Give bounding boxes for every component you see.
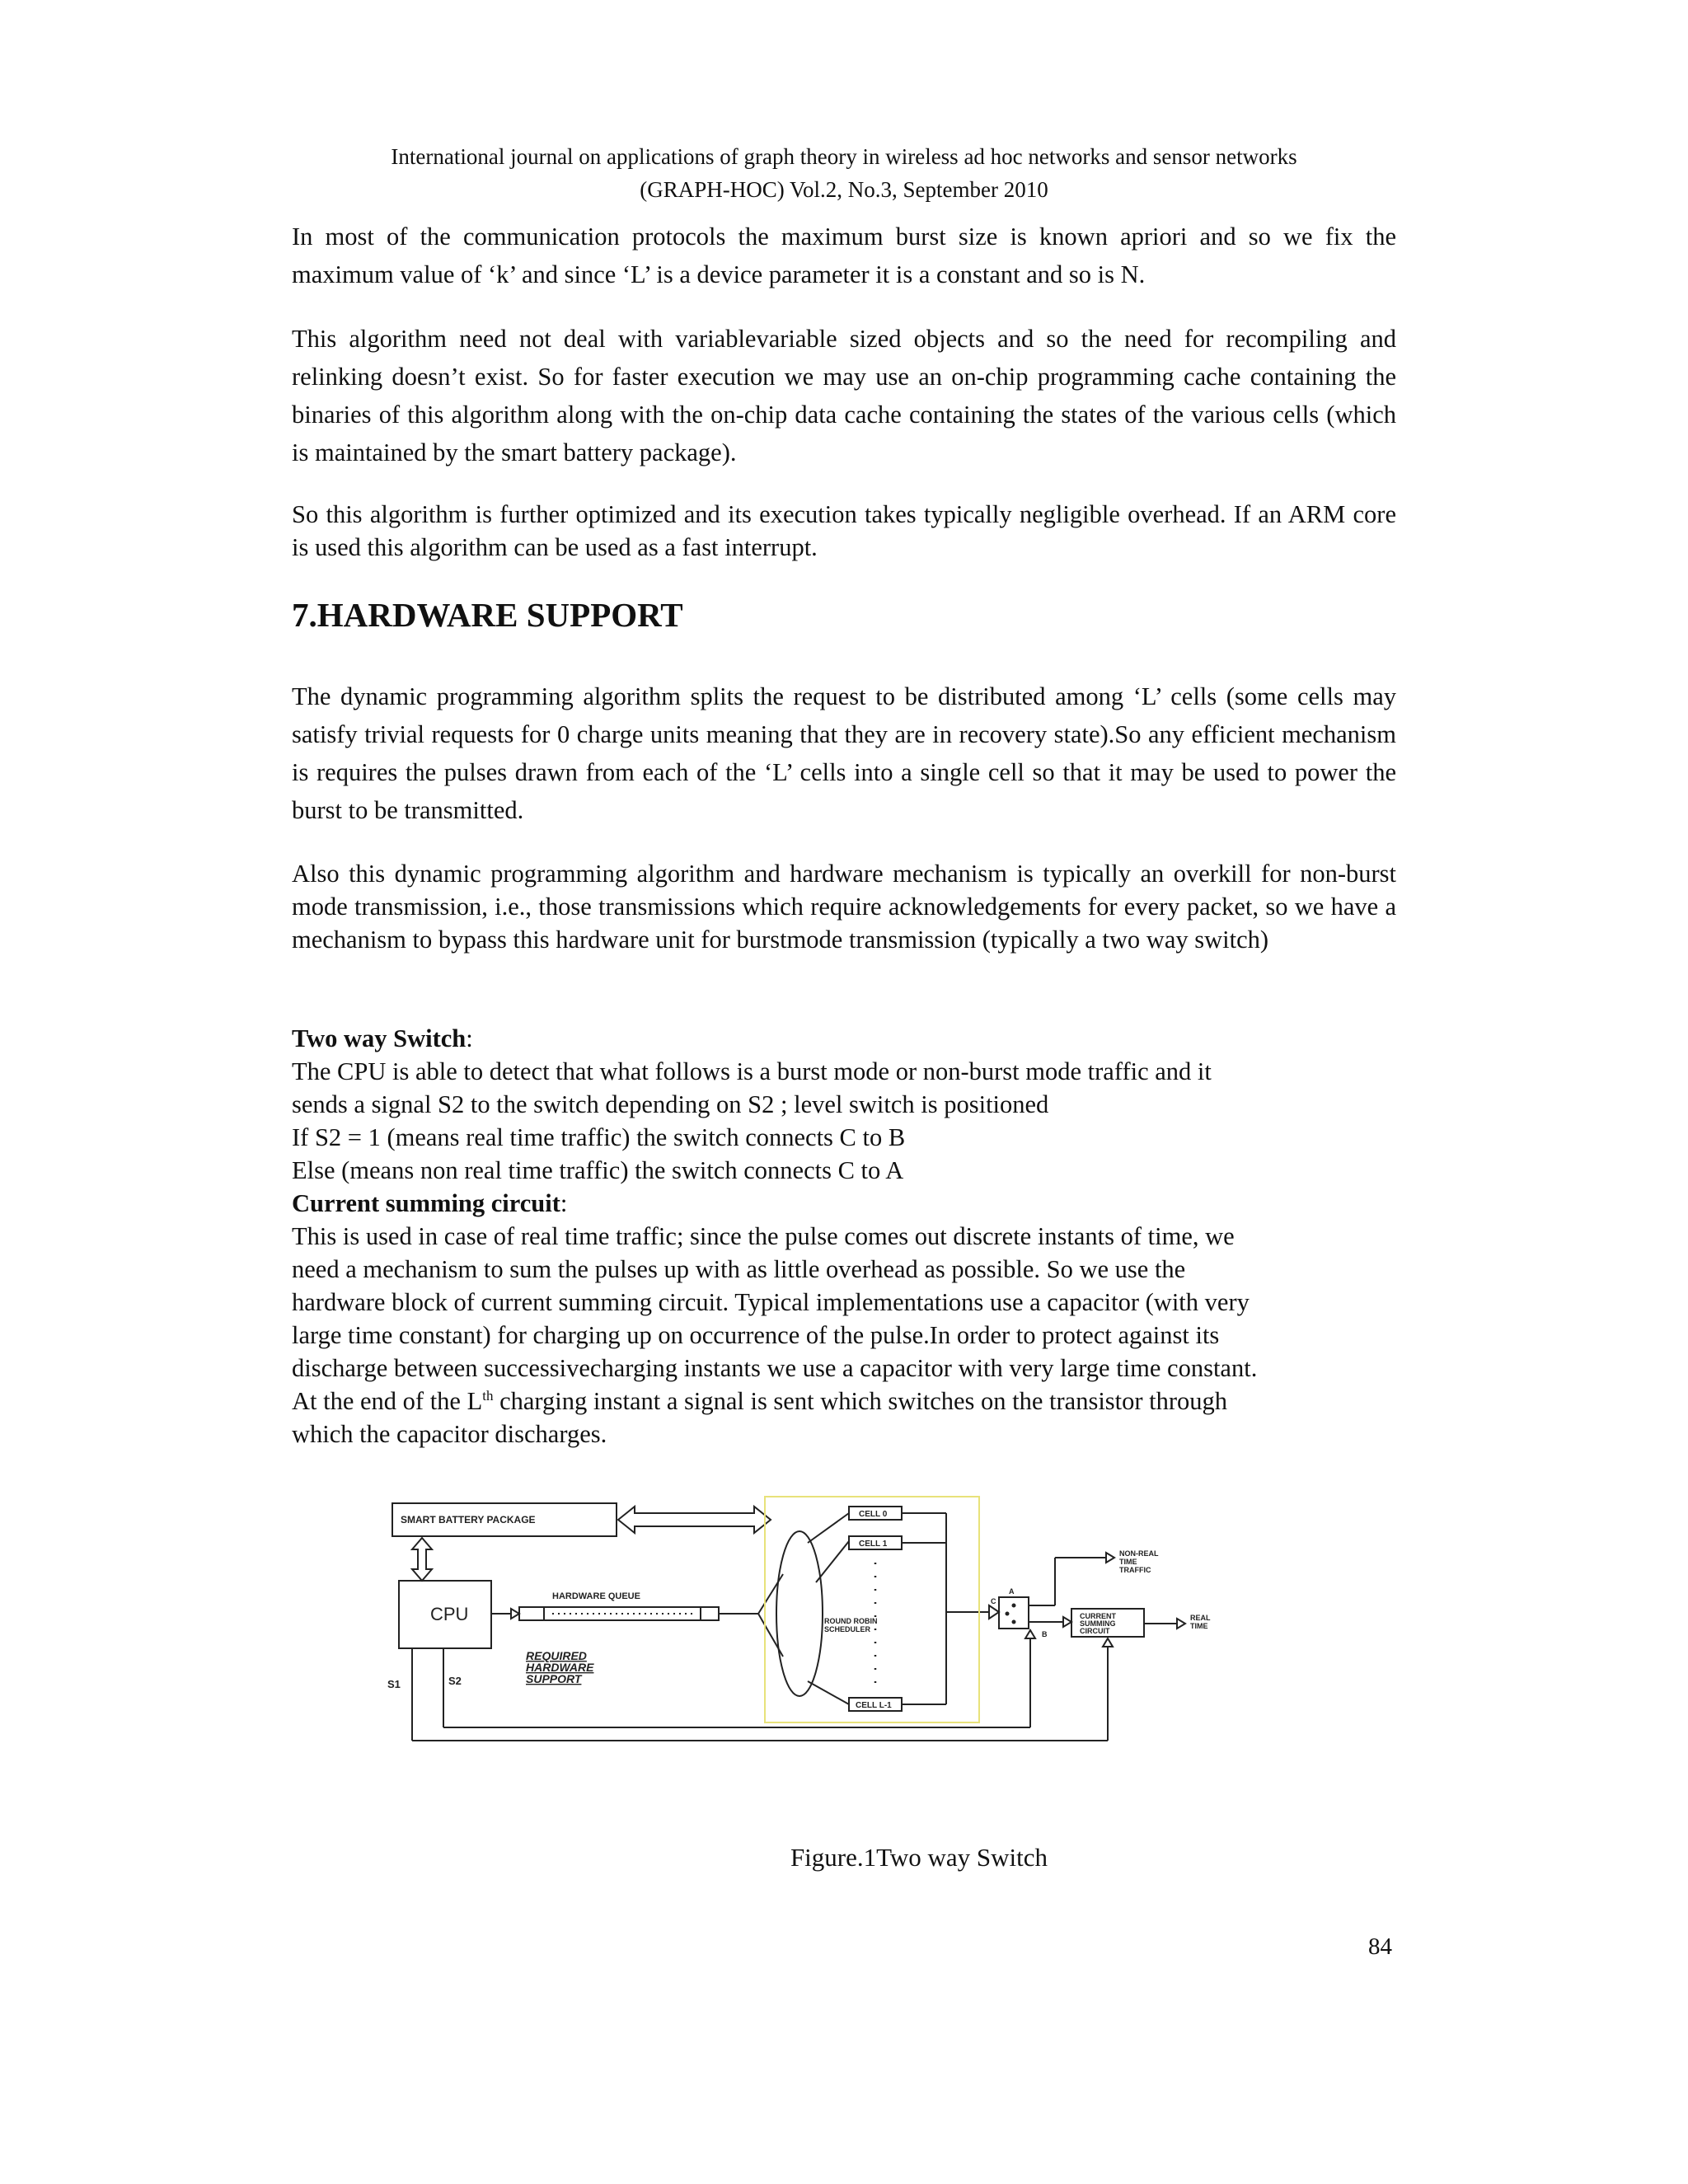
rt-label: REAL <box>1190 1614 1211 1622</box>
paragraph-5: Also this dynamic programming algorithm and hardware mechanism is typically an overkill for non-burst mode transmission, i.e., those transmissions which require acknowledgements for every packet, so we have a mechanism to bypass this hardware unit for burstmode transmission (typically a two way switch) <box>292 860 1396 954</box>
csc-label: CIRCUIT <box>1080 1627 1110 1635</box>
figure-caption: Figure.1Two way Switch <box>790 1843 1048 1872</box>
required-label: REQUIRED <box>526 1649 587 1662</box>
s2-arrow <box>1025 1630 1035 1638</box>
paragraph-1: In most of the communication protocols the maximum burst size is known apriori and so we fix the maximum value of ‘k’ and since ‘L’ is a device parameter it is a constant and so is N. <box>292 223 1396 288</box>
paragraph-3: So this algorithm is further optimized and its execution takes typically negligible overhead. If an ARM core is used this algorithm can be used as a fast interrupt. <box>292 500 1396 561</box>
current-summing-line: hardware block of current summing circuit. Typical implementations use a capacitor (with very <box>292 1288 1250 1316</box>
two-way-line: The CPU is able to detect that what follows is a burst mode or non-burst mode traffic and it <box>292 1057 1212 1085</box>
cell-link <box>808 1681 849 1704</box>
two-way-switch-title-line <box>292 1022 1396 1055</box>
figure-two-way-switch <box>379 1483 1286 1764</box>
nrt-label: NON-REAL <box>1119 1549 1159 1558</box>
line-part: charging instant a signal is sent which switches on the transistor through <box>493 1387 1228 1415</box>
current-summing-title: Current summing circuit <box>292 1189 560 1217</box>
current-summing-line: which the capacitor discharges. <box>292 1420 607 1448</box>
double-arrow-battery-cells <box>618 1507 771 1533</box>
smart-battery-label: SMART BATTERY PACKAGE <box>401 1514 536 1526</box>
current-summing-line: large time constant) for charging up on occurrence of the pulse.In order to protect against its <box>292 1321 1220 1349</box>
cpu-queue-arrow <box>491 1609 519 1619</box>
paragraph-4: The dynamic programming algorithm splits the request to be distributed among ‘L’ cells (some cells may satisfy trivial requests for 0 charge units meaning that they are in recovery state).So any efficient mechanism is requires the pulses drawn from each of the ‘L’ cells into a single cell so that it may be used to power the burst to be transmitted. <box>292 682 1396 824</box>
switch-dot-b <box>1012 1620 1016 1624</box>
celll-label: CELL L-1 <box>856 1701 892 1710</box>
required-label: HARDWARE <box>526 1661 594 1674</box>
two-way-switch-title: Two way Switch <box>292 1024 467 1052</box>
cell1-label: CELL 1 <box>859 1540 888 1549</box>
superscript-th: th <box>482 1387 494 1404</box>
cell-link <box>816 1541 849 1582</box>
scheduler-ellipse <box>776 1531 823 1696</box>
csc-arrow <box>1063 1617 1071 1627</box>
s1-arrow <box>1103 1638 1113 1647</box>
switch-a-label: A <box>1009 1587 1015 1596</box>
current-summing-line: discharge between successivecharging instants we use a capacitor with very large time constant. <box>292 1354 1258 1382</box>
csc-label: CURRENT <box>1080 1612 1116 1620</box>
nrt-label: TRAFFIC <box>1119 1566 1151 1574</box>
rt-arrow <box>1177 1619 1185 1629</box>
section-heading: 7.HARDWARE SUPPORT <box>292 596 683 634</box>
journal-header <box>0 140 1688 206</box>
current-summing-line <box>292 1385 1396 1418</box>
hardware-queue-label: HARDWARE QUEUE <box>552 1591 640 1601</box>
two-way-line: Else (means non real time traffic) the switch connects C to A <box>292 1156 904 1184</box>
paragraph-2: This algorithm need not deal with variablevariable sized objects and so the need for recompiling and relinking doesn’t exist. So for faster execution we may use an on-chip programming cache containing the binaries of this algorithm along with the on-chip data cache containing the states of the various cells (which is maintained by the smart battery package). <box>292 325 1396 466</box>
two-way-switch-section <box>292 1022 1396 1451</box>
nrt-label: TIME <box>1119 1558 1137 1566</box>
line-part: At the end of the L <box>292 1387 483 1415</box>
switch-b-label: B <box>1042 1630 1048 1638</box>
rt-label: TIME <box>1190 1622 1208 1630</box>
cpu-label: CPU <box>430 1604 469 1624</box>
scheduler-label: ROUND ROBIN <box>824 1617 878 1625</box>
block-diagram <box>379 1483 1286 1764</box>
switch-dot-c <box>1006 1612 1010 1616</box>
nrt-arrow <box>1106 1553 1114 1563</box>
journal-volume-line: (GRAPH-HOC) Vol.2, No.3, September 2010 <box>640 177 1048 202</box>
switch-input-arrow <box>989 1605 999 1619</box>
s1-label: S1 <box>387 1678 401 1690</box>
page-number: 84 <box>1368 1933 1392 1960</box>
s2-label: S2 <box>448 1675 462 1687</box>
switch-dot-a <box>1012 1604 1016 1608</box>
cell-link <box>808 1513 849 1543</box>
journal-title-line: International journal on applications of graph theory in wireless ad hoc networks and sensor networks <box>391 144 1297 169</box>
switch-c-label: C <box>991 1597 996 1605</box>
title-colon: : <box>560 1189 568 1217</box>
title-colon: : <box>466 1024 473 1052</box>
scheduler-label: SCHEDULER <box>824 1625 871 1633</box>
queue-slot <box>519 1607 544 1620</box>
required-label: SUPPORT <box>526 1672 582 1685</box>
fan-line <box>758 1574 783 1614</box>
double-arrow-battery-cpu <box>412 1538 432 1581</box>
cell0-label: CELL 0 <box>859 1510 888 1519</box>
current-summing-title-line <box>292 1187 1396 1220</box>
two-way-line: sends a signal S2 to the switch depending on S2 ; level switch is positioned <box>292 1090 1049 1118</box>
two-way-line: If S2 = 1 (means real time traffic) the switch connects C to B <box>292 1123 906 1151</box>
current-summing-line: This is used in case of real time traffic; since the pulse comes out discrete instants of time, we <box>292 1222 1235 1250</box>
csc-label: SUMMING <box>1080 1619 1116 1628</box>
queue-slot <box>701 1607 719 1620</box>
current-summing-line: need a mechanism to sum the pulses up with as little overhead as possible. So we use the <box>292 1255 1186 1283</box>
